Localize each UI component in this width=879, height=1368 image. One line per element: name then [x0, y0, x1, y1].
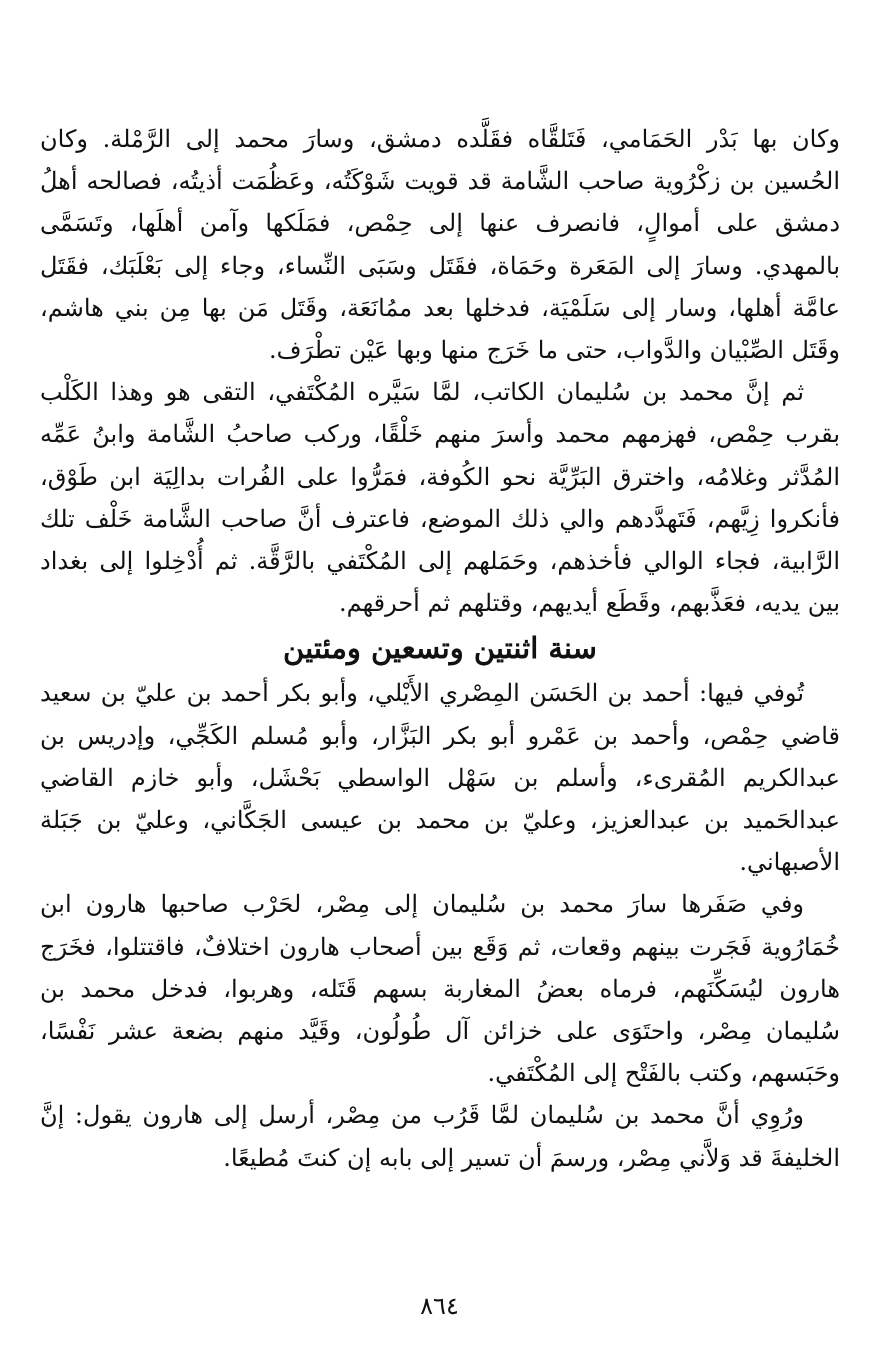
page-number: ٨٦٤	[420, 1292, 459, 1320]
paragraph-1: وكان بها بَدْر الحَمَامي، فَتَلقَّاه فقَلَّده دمشق، وسارَ محمد إلى الرَّمْلة. وكان الحُسين بن زكْرُوية صاحب الشَّامة قد قويت شَوْكَتُه، وعَظُمَت أذيتُه، فصالحه أهلُ دمشق على أموالٍ، فانصرف عنها إلى حِمْص، فمَلَكها وآمن أهلَها، وتَسَمَّى بالمهدي. وسارَ إلى المَعَرة وحَمَاة، فقَتَل وسَبَى النِّساء، وجاء إلى بَعْلَبَك، فقَتَل عامَّة أهلها، وسار إلى سَلَمْيَة، فدخلها بعد ممُانَعَة، وقَتَل مَن بها مِن بني هاشم، وقَتَل الصِّبْيان والدَّواب، حتى ما خَرَج منها وبها عَيْن تطْرَف.	[40, 125, 840, 365]
paragraph-5: ورُوِي أنَّ محمد بن سُليمان لمَّا قَرُب من مِصْر، أرسل إلى هارون يقول: إنَّ الخليفةَ قد وَلاَّني مِصْر، ورسمَ أن تسير إلى بابه إن كنتَ مُطيعًا.	[40, 1101, 840, 1172]
paragraph-4: وفي صَفَرها سارَ محمد بن سُليمان إلى مِصْر، لحَرْب صاحبها هارون ابن خُمَارُوية فَجَرت بينهم وقعات، ثم وَقَع بين أصحاب هارون اختلافٌ، فاقتتلوا، فخَرَج هارون ليُسَكِّنَهم، فرماه بعضُ المغاربة بسهم قَتَله، وهربوا، فدخل محمد بن سُليمان مِصْر، واحتَوَى على خزائن آل طُولُون، وقَيَّد منهم بضعة عشر نَفْسًا، وحَبَسهم، وكتب بالفَتْح إلى المُكْتَفي.	[40, 890, 840, 1088]
paragraph-2: ثم إنَّ محمد بن سُليمان الكاتب، لمَّا سَيَّره المُكْتَفي، التقى هو وهذا الكَلْب بقرب حِمْص، فهزمهم محمد وأسرَ منهم خَلْقًا، وركب صاحبُ الشَّامة وابنُ عَمِّه المُدَّثر وغلامُه، واخترق البَرِّيَّة نحو الكُوفة، فمَرُّوا على الفُرات بدالِيَة ابن طَوْق، فأنكروا زِيَّهم، فَتَهدَّدهم والي ذلك الموضع، فاعترف أنَّ صاحب الشَّامة خَلْف تلك الرَّابية، فجاء الوالي فأخذهم، وحَمَلهم إلى المُكْتَفي بالرَّقَّة. ثم أُدْخِلوا إلى بغداد بين يديه، فعَذَّبهم، وقَطَع أيديهم، وقتلهم ثم أحرقهم.	[40, 378, 840, 618]
page-body	[40, 118, 840, 1179]
section-title: سنة اثنتين وتسعين ومئتين	[283, 631, 597, 666]
paragraph-3: تُوفي فيها: أحمد بن الحَسَن المِصْري الأَيْلي، وأبو بكر أحمد بن عليّ بن سعيد قاضي حِمْص، وأحمد بن عَمْرو أبو بكر البَزَّار، وأبو مُسلم الكَجِّي، وإدريس بن عبدالكريم المُقرىء، وأسلم بن سَهْل الواسطي بَحْشَل، وأبو خازم القاضي عبدالحَميد بن عبدالعزيز، وعليّ بن محمد بن عيسى الجَكَّاني، وعليّ بن جَبَلة الأصبهاني.	[40, 679, 840, 877]
